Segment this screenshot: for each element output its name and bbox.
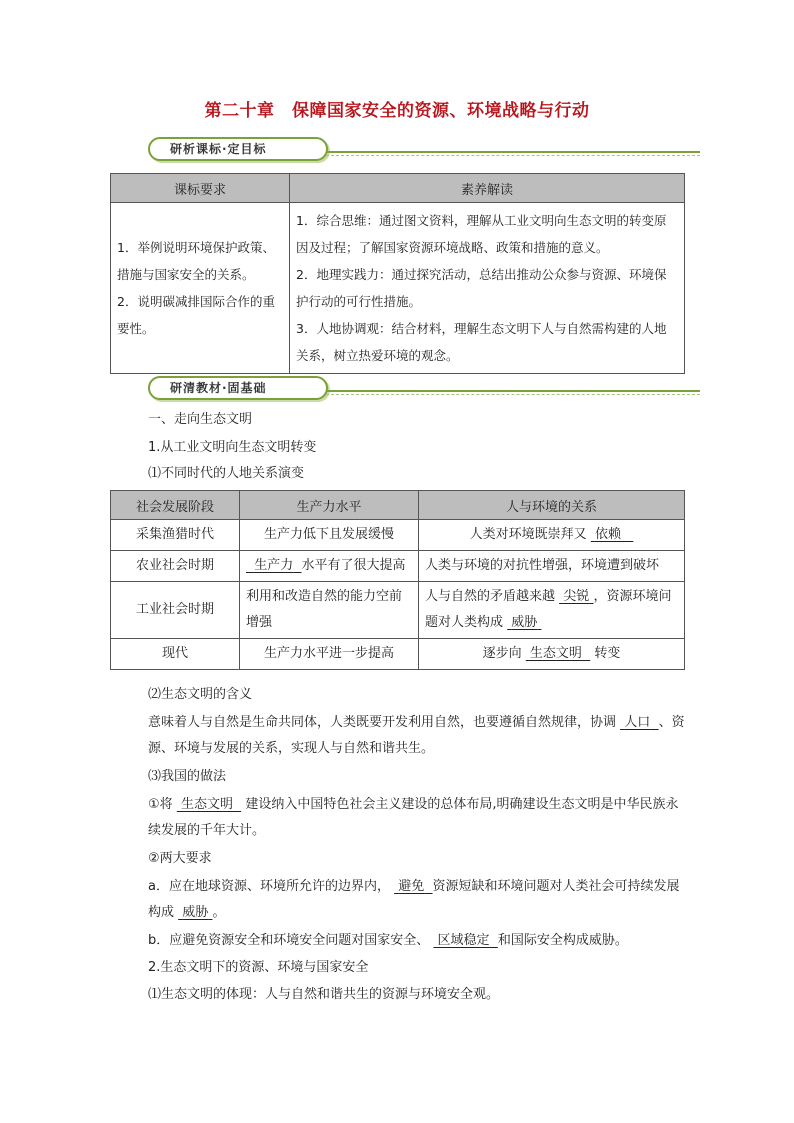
answer-text: 人口 [624, 715, 651, 730]
table-row [111, 639, 685, 670]
banner-label: 研析课标·定目标 [170, 142, 267, 156]
page-title: 第二十章 保障国家安全的资源、环境战略与行动 [204, 101, 590, 121]
answer-blank [433, 933, 497, 948]
relationship-table [110, 490, 685, 670]
level-cell [240, 551, 419, 582]
table-header: 社会发展阶段 [111, 491, 240, 520]
answer-text: 依赖 [594, 527, 621, 542]
section-heading: 一、走向生态文明 [148, 412, 253, 427]
practice-paragraph-1 [148, 792, 688, 844]
subsection-heading: 2.生态文明下的资源、环境与国家安全 [148, 960, 369, 975]
paragraph-text: 建设纳入中国特色社会主义建设的总体布局,明确建设生态文明是中华民族永续发展的千年大计。 [148, 797, 679, 838]
table-header: 课标要求 [111, 174, 290, 203]
paragraph-text: 意味着人与自然是生命共同体，人类既要开发利用自然，也要遵循自然规律，协调 [148, 715, 617, 730]
answer-text: 威胁 [511, 615, 538, 630]
relation-text: 逐步向 [482, 646, 522, 661]
paragraph-text: a．应在地球资源、环境所允许的边界内， [148, 879, 390, 894]
answer-text: 尖锐 [563, 589, 590, 604]
requirement-b [148, 928, 708, 954]
table-row [111, 520, 685, 551]
answer-text: 生产力 [254, 558, 294, 573]
answer-blank [178, 905, 212, 920]
stage-cell: 采集渔猎时代 [111, 520, 240, 551]
banner-rule [326, 390, 700, 392]
answer-blank [394, 879, 432, 894]
answer-text: 避免 [398, 879, 425, 894]
requirement-a [148, 874, 688, 926]
paragraph-text: b．应避免资源安全和环境安全问题对国家安全、 [148, 933, 430, 948]
relation-cell: 人类与环境的对抗性增强，环境遭到破坏 [419, 551, 685, 582]
paragraph-text: 资源短缺和环境问题对人类社会可持续发展构成 [148, 879, 680, 920]
table-row [111, 551, 685, 582]
subsection-heading: 1.从工业文明向生态文明转变 [148, 440, 317, 455]
relation-text: 转变 [594, 646, 621, 661]
stage-cell: 现代 [111, 639, 240, 670]
table-header: 人与环境的关系 [419, 491, 685, 520]
paragraph-text: 、资源、环境与发展的关系，实现人与自然和谐共生。 [148, 715, 685, 756]
answer-blank [620, 715, 658, 730]
relation-text: 人类对环境既崇拜又 [469, 527, 587, 542]
sub-subsection-heading: ⑶我国的做法 [148, 769, 227, 784]
level-cell: 利用和改造自然的能力空前增强 [240, 582, 419, 639]
table-header: 素养解读 [290, 174, 685, 203]
sub-subsection-heading: ⑴不同时代的人地关系演变 [148, 466, 305, 481]
relation-text: ，资源环境问题对人类构成 [425, 589, 672, 630]
banner-rule [326, 151, 700, 153]
sub-subsection-heading: ⑵生态文明的含义 [148, 687, 253, 702]
section-banner-curriculum [148, 137, 700, 161]
literacy-item: 3．人地协调观：结合材料，理解生态文明下人与自然需构建的人地关系，树立热爱环境的观念。 [296, 321, 667, 363]
literacy-cell [290, 203, 685, 374]
answer-blank [177, 797, 241, 812]
banner-pill [148, 137, 328, 161]
paragraph-text: 。 [212, 905, 226, 920]
table-header: 生产力水平 [240, 491, 419, 520]
meaning-paragraph [148, 710, 688, 762]
paragraph-text: 和国际安全构成威胁。 [497, 933, 628, 948]
level-text: 水平有了很大提高 [301, 558, 406, 573]
answer-blank [526, 646, 590, 661]
banner-label: 研清教材·固基础 [170, 381, 267, 395]
answer-blank [559, 589, 593, 604]
stage-cell: 农业社会时期 [111, 551, 240, 582]
sub-subsection-heading: ⑴生态文明的体现：人与自然和谐共生的资源与环境安全观。 [148, 987, 500, 1002]
curriculum-requirements-cell [111, 203, 290, 374]
literacy-item: 2．地理实践力：通过探究活动，总结出推动公众参与资源、环境保护行动的可行性措施。 [296, 267, 667, 309]
literacy-item: 1．综合思维：通过图文资料，理解从工业文明向生态文明的转变原因及过程；了解国家资源环境战略、政策和措施的意义。 [296, 213, 667, 255]
curriculum-table [110, 173, 685, 374]
stage-cell: 工业社会时期 [111, 582, 240, 639]
relation-text: 人与自然的矛盾越来越 [425, 589, 556, 604]
requirement-item: 2．说明碳减排国际合作的重要性。 [117, 294, 275, 336]
answer-blank [246, 558, 302, 573]
relation-cell [419, 639, 685, 670]
requirement-item: 1．举例说明环境保护政策、措施与国家安全的关系。 [117, 240, 275, 282]
answer-text: 生态文明 [529, 646, 582, 661]
relation-cell [419, 582, 685, 639]
answer-blank [507, 615, 541, 630]
list-heading: ②两大要求 [148, 851, 212, 866]
level-cell: 生产力水平进一步提高 [240, 639, 419, 670]
answer-blank [591, 527, 634, 542]
answer-text: 威胁 [182, 905, 209, 920]
banner-rule-dashed [326, 394, 700, 395]
level-cell: 生产力低下且发展缓慢 [240, 520, 419, 551]
section-banner-textbook [148, 376, 700, 400]
relation-cell [419, 520, 685, 551]
banner-rule-dashed [326, 155, 700, 156]
answer-text: 区域稳定 [437, 933, 490, 948]
answer-text: 生态文明 [180, 797, 233, 812]
paragraph-text: ①将 [148, 797, 173, 812]
banner-pill [148, 376, 328, 400]
table-row [111, 582, 685, 639]
